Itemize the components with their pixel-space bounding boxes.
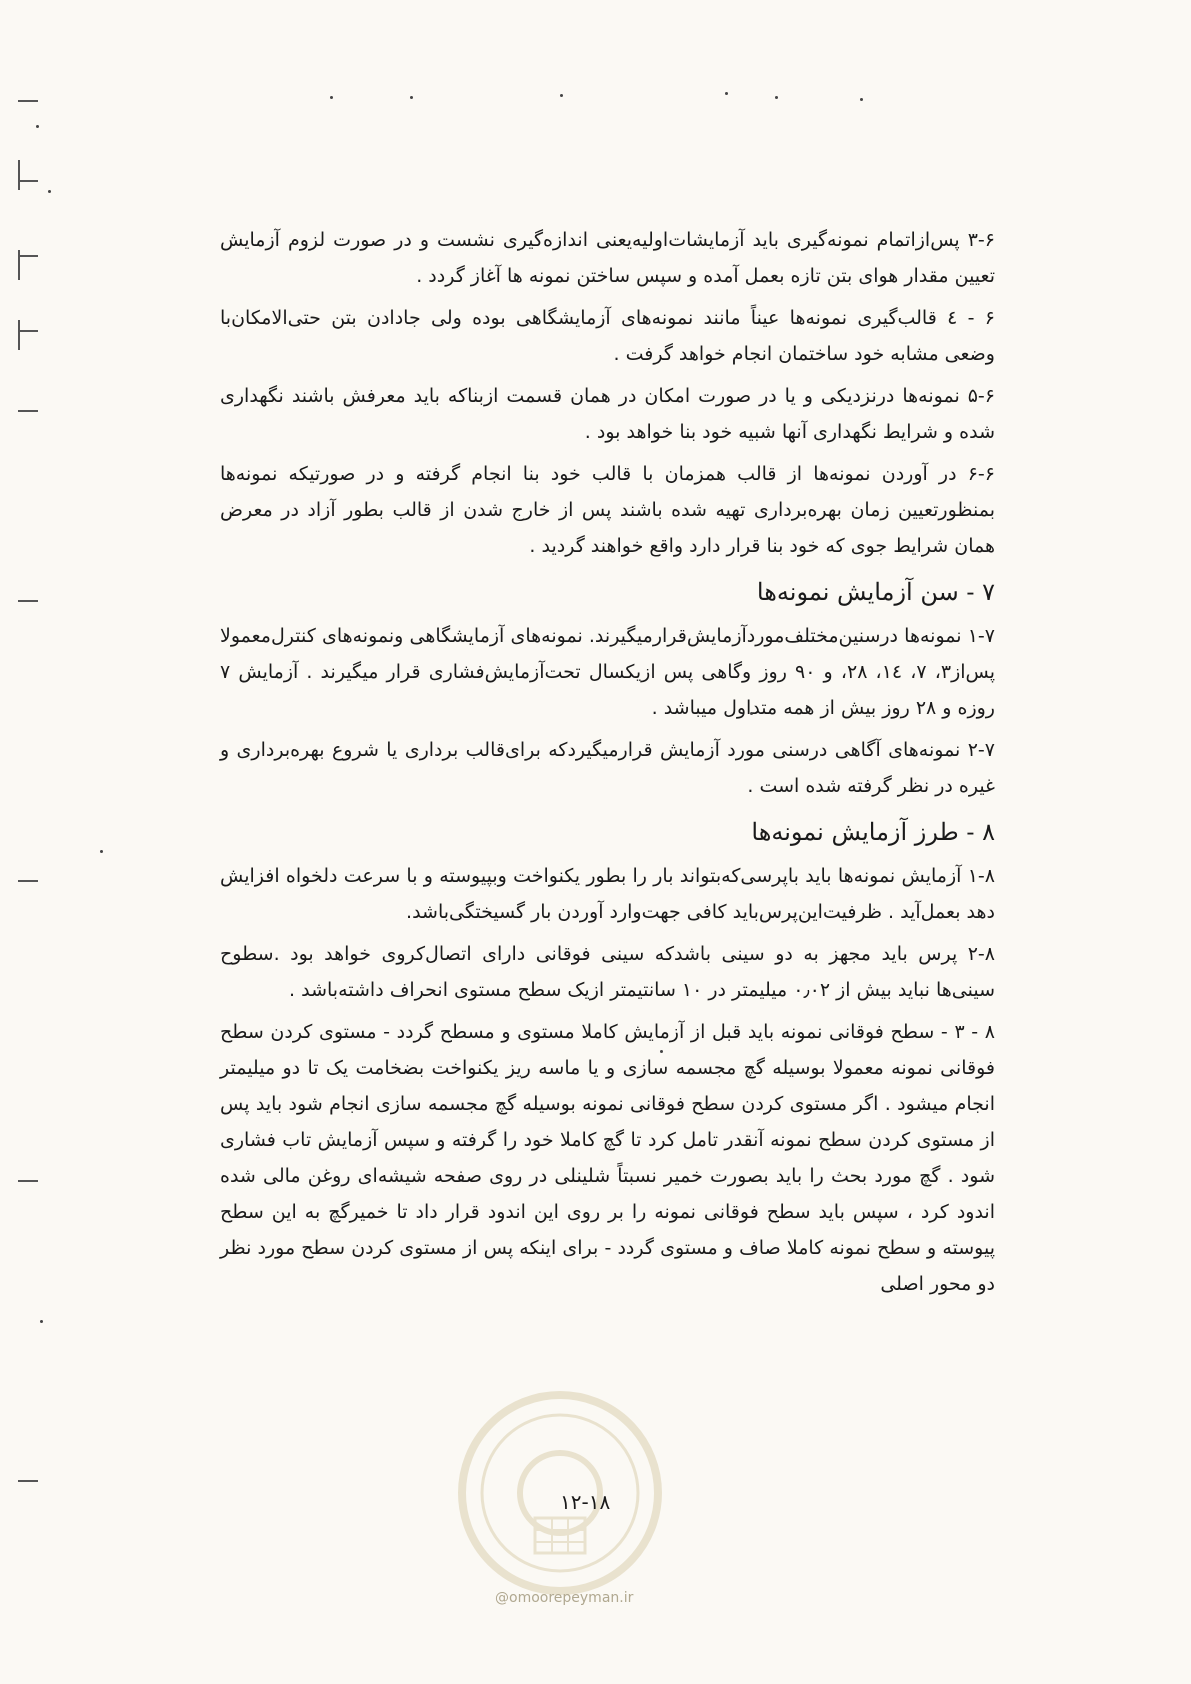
section-heading-7: ۷ - سن آزمایش نمونه‌ها bbox=[756, 578, 995, 606]
watermark-text: @omoorepeyman.ir bbox=[495, 1590, 634, 1606]
binding-mark bbox=[18, 600, 38, 602]
binding-mark bbox=[18, 880, 38, 882]
scan-speck bbox=[560, 94, 563, 97]
paragraph-6-6: ۶-۶ در آوردن نمونه‌ها از قالب همزمان با قالب خود بنا انجام گرفته و در صورتیکه نمونه‌ها بمنظورتعیین زمان بهره‌برداری تهیه شده باشند پس از خارج شدن از قالب بطور آزاد در معرض همان شرایط جوی که خود بنا قرار دارد واقع خواهند گردید . bbox=[220, 463, 995, 557]
scan-speck bbox=[40, 1320, 43, 1323]
paragraph-6-3: ۳-۶ پس‌ازاتمام نمونه‌گیری باید آزمایشات‌اولیه‌یعنی اندازه‌گیری نشست و در صورت لزوم آزمایش تعیین مقدار هوای بتن تازه بعمل آمده و سپس ساختن نمونه ها آغاز گردد . bbox=[220, 229, 995, 287]
page-number: ۱۲-۱۸ bbox=[560, 1490, 611, 1514]
binding-mark bbox=[18, 160, 20, 190]
paragraph-6-5: ۵-۶ نمونه‌ها درنزدیکی و یا در صورت امکان در همان قسمت ازبناکه باید معرفش باشند نگهداری شده و شرایط نگهداری آنها شبیه خود بنا خواهد بود . bbox=[220, 385, 995, 443]
section-heading-8: ۸ - طرز آزمایش نمونه‌ها bbox=[751, 818, 995, 846]
scan-speck bbox=[36, 125, 39, 128]
scan-speck bbox=[725, 92, 728, 95]
binding-mark bbox=[18, 330, 38, 332]
binding-marks bbox=[18, 80, 58, 1480]
scan-speck bbox=[410, 96, 413, 99]
scan-speck bbox=[100, 850, 103, 853]
paragraph-7-2: ۲-۷ نمونه‌های آگاهی درسنی مورد آزمایش قرارمیگیردکه برای‌قالب برداری یا شروع بهره‌برداری و غیره در نظر گرفته شده است . bbox=[220, 739, 995, 797]
paragraph-8-1: ۱-۸ آزمایش نمونه‌ها باید باپرسی‌که‌بتواند بار را بطور یکنواخت وبپیوسته و با سرعت دلخواه افزایش دهد بعمل‌آید . ظرفیت‌این‌پرس‌باید کافی جهت‌وارد آوردن بار گسیختگی‌باشد. bbox=[220, 865, 995, 923]
scan-speck bbox=[48, 190, 51, 193]
binding-mark bbox=[18, 1480, 38, 1482]
scan-speck bbox=[860, 98, 863, 101]
binding-mark bbox=[18, 1180, 38, 1182]
paragraph-8-3: ۸ - ۳ - سطح فوقانی نمونه باید قبل از آزمایش کاملا مستوی و مسطح گردد - مستوی کردن سطح فوقانی نمونه معمولا بوسیله گچ مجسمه سازی و یا ماسه ریز یکنواخت بضخامت یک تا دو میلیمتر انجام میشود . اگر مستوی کردن سطح فوقانی نمونه بوسیله گچ مجسمه سازی انجام شود باید پس از مستوی کردن سطح نمونه آنقدر تامل کرد تا گچ کاملا خود را گرفته و سپس آزمایش تاب فشاری شود . گچ مورد بحث را باید بصورت خمیر نسبتاً شلینلی در روی صفحه شیشه‌ای روغن مالی شده اندود کرد ، سپس باید سطح فوقانی نمونه را بر روی این اندود قرار داد تا خمیرگچ به این سطح پیوسته و سطح نمونه کاملا صاف و مستوی گردد - برای اینکه پس از مستوی کردن سطح مورد نظر دو محور اصلی bbox=[220, 1021, 996, 1295]
binding-mark bbox=[18, 320, 20, 350]
paragraph-6-4: ۶ - ٤ قالب‌گیری نمونه‌ها عیناً مانند نمونه‌های آزمایشگاهی بوده ولی جادادن بتن حتی‌الامکان‌با وضعی مشابه خود ساختمان انجام خواهد گرفت . bbox=[220, 307, 995, 365]
binding-mark bbox=[18, 100, 38, 102]
binding-mark bbox=[18, 410, 38, 412]
scan-speck bbox=[775, 96, 778, 99]
document-body bbox=[220, 222, 995, 1308]
scan-speck bbox=[330, 96, 333, 99]
paragraph-8-2: ۲-۸ پرس باید مجهز به دو سینی باشدکه سینی فوقانی دارای اتصال‌کروی خواهد بود .سطوح سینی‌ها نباید بیش از ۰٫۰۲ میلیمتر در ۱۰ سانتیمتر ازیک سطح مستوی انحراف داشته‌باشد . bbox=[220, 943, 995, 1001]
binding-mark bbox=[18, 180, 38, 182]
paragraph-7-1: ۱-۷ نمونه‌ها درسنین‌مختلف‌مورد‌آزمایش‌قرارمیگیرند. نمونه‌های آزمایشگاهی ونمونه‌های کنترل‌معمولا پس‌از۳، ۷، ١٤، ۲۸، و ۹۰ روز وگاهی پس ازیکسال تحت‌آزمایش‌فشاری قرار میگیرند . آزمایش ۷ روزه و ۲۸ روز بیش از همه متداول میباشد . bbox=[220, 625, 996, 719]
binding-mark bbox=[18, 255, 38, 257]
